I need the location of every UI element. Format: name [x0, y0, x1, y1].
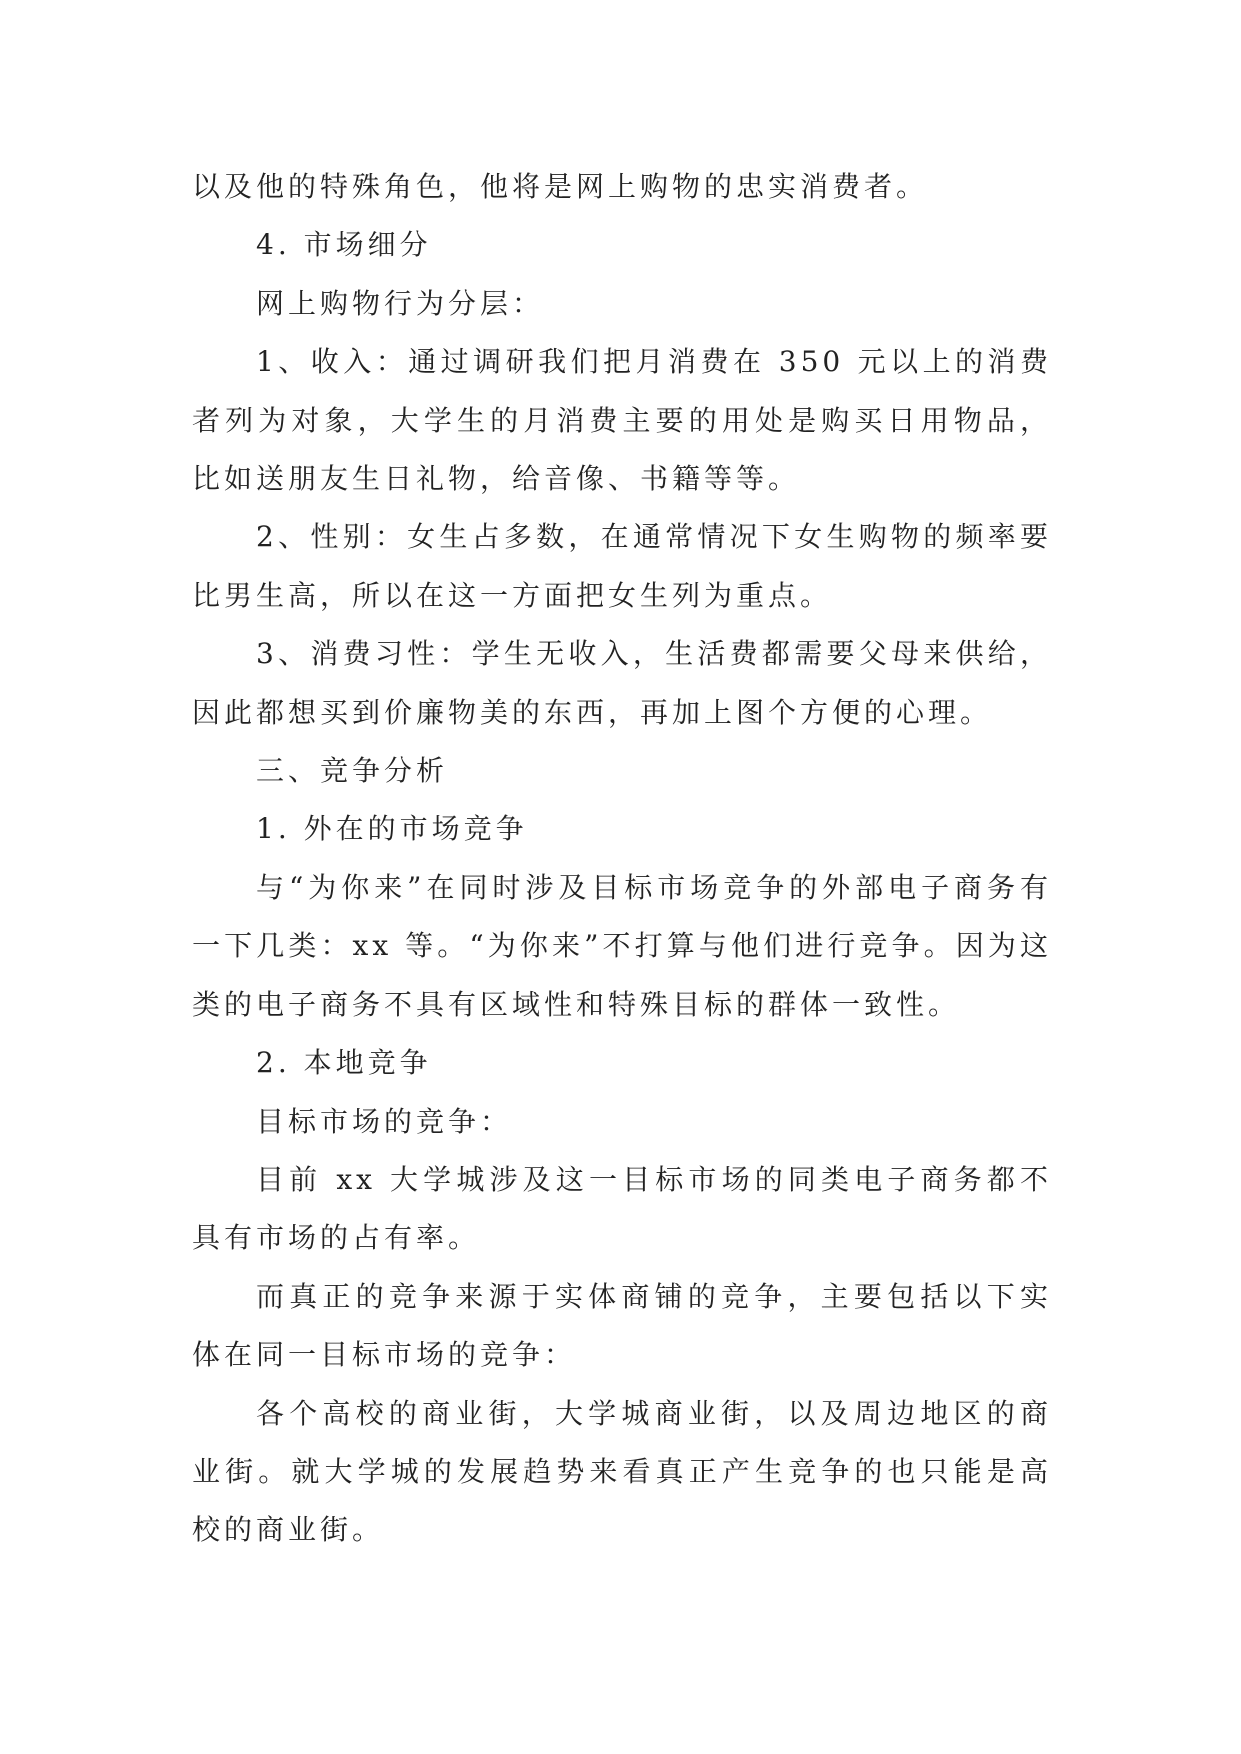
- heading-competition-analysis: 三、竞争分析: [256, 754, 449, 788]
- paragraph-target-market-competition: 目标市场的竞争：: [256, 1104, 513, 1138]
- paragraph-external-competition: 与“为你来”在同时涉及目标市场竞争的外部电子商务有一下几类：xx 等。“为你来”不打算与他们进行竞争。因为这类的电子商务不具有区域性和特殊目标的群体一致性。: [192, 870, 1052, 1021]
- paragraph-university-city: 目前 xx 大学城涉及这一目标市场的同类电子商务都不具有市场的占有率。: [192, 1162, 1052, 1255]
- heading-external-competition: 1. 外在的市场竞争: [256, 812, 528, 846]
- paragraph-gender: 2、性别：女生占多数，在通常情况下女生购物的频率要比男生高，所以在这一方面把女生列为重点。: [192, 520, 1052, 612]
- paragraph-income: 1、收入：通过调研我们把月消费在 350 元以上的消费者列为对象，大学生的月消费主要的用处是购买日用物品，比如送朋友生日礼物，给音像、书籍等等。: [192, 345, 1052, 496]
- paragraph-layering-intro: 网上购物行为分层：: [256, 286, 545, 320]
- paragraph-commercial-streets: 各个高校的商业街，大学城商业街，以及周边地区的商业街。就大学城的发展趋势来看真正产生竞争的也只能是高校的商业街。: [192, 1396, 1052, 1547]
- paragraph-continuation: 以及他的特殊角色，他将是网上购物的忠实消费者。: [192, 170, 929, 203]
- paragraph-consumption-habits: 3、消费习性：学生无收入，生活费都需要父母来供给，因此都想买到价廉物美的东西，再加上图个方便的心理。: [192, 637, 1052, 729]
- paragraph-physical-stores: 而真正的竞争来源于实体商铺的竞争，主要包括以下实体在同一目标市场的竞争：: [192, 1279, 1052, 1372]
- heading-local-competition: 2. 本地竞争: [256, 1046, 432, 1080]
- document-body: [192, 158, 1052, 1560]
- heading-market-segmentation: 4. 市场细分: [256, 228, 432, 262]
